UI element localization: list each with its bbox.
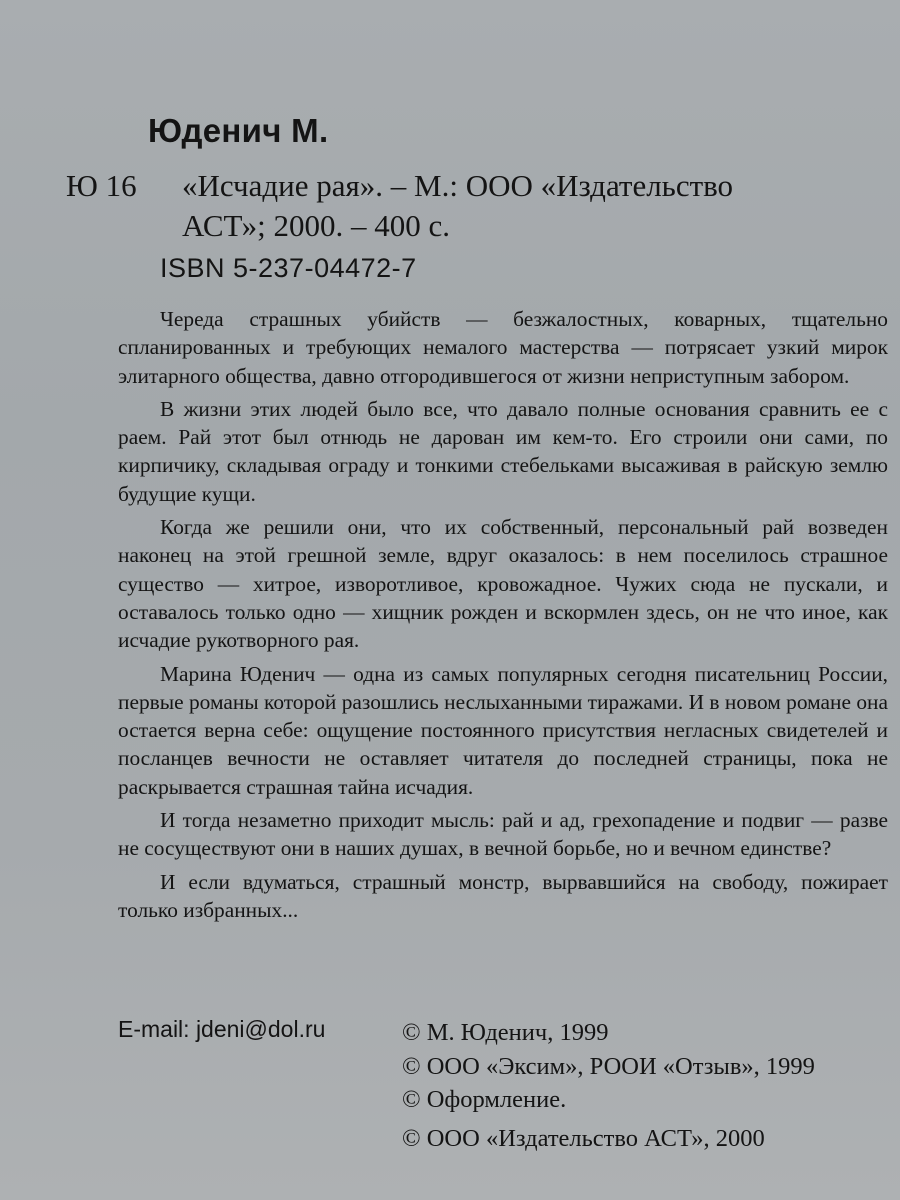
abstract-paragraph: Когда же решили они, что их собственный, персональный рай возведен наконец на этой грешной земле, вдруг оказалось: в нем поселилось страшное существо — хитрое, изворотливое, кровожадное. Чужих сюда не пускали, и оставалось только одно — хищник рожден и вскормлен здесь, он не что иное, как исчадие рукотворного рая. [118, 515, 888, 653]
copyright-line: © Оформление. [402, 1086, 567, 1113]
abstract-paragraph: Череда страшных убийств — безжалостных, коварных, тщательно спланированных и требующих немалого мастерства — потрясает узкий мирок элитарного общества, давно отгородившегося от жизни неприступным забором. [118, 307, 888, 388]
email-address: E-mail: jdeni@dol.ru [118, 1016, 326, 1042]
author-name: Юденич М. [148, 112, 329, 149]
copyright-line: © ООО «Эксим», РООИ «Отзыв», 1999 [402, 1052, 815, 1080]
abstract-paragraph: И тогда незаметно приходит мысль: рай и ад, грехопадение и подвиг — разве не сосуществуют они в наших душах, в вечной борьбе, но и вечном единстве? [118, 808, 888, 861]
abstract-paragraph: И если вдуматься, страшный монстр, вырвавшийся на свободу, пожирает только избранных... [118, 869, 888, 922]
copyright-line: © М. Юденич, 1999 [402, 1019, 609, 1046]
abstract-paragraph: В жизни этих людей было все, что давало полные основания сравнить ее с раем. Рай этот был отнюдь не дарован им кем-то. Его строили они сами, по кирпичику, складывая ограду и тонкими стебельками высаживая в райскую землю будущие кущи. [118, 396, 888, 506]
copyright-line: © ООО «Издательство АСТ», 2000 [402, 1124, 765, 1152]
library-code: Ю 16 [66, 168, 137, 203]
abstract-paragraph: Марина Юденич — одна из самых популярных сегодня писательниц России, первые романы которой разошлись неслыханными тиражами. И в новом романе она остается верна себе: ощущение постоянного присутствия негласных свидетелей и посланцев вечности не оставляет читателя до последней страницы, пока не раскрывается страшная тайна исчадия. [118, 661, 888, 799]
abstract [118, 305, 888, 929]
bibliographic-line-1: «Исчадие рая». – М.: ООО «Издательство [182, 168, 734, 203]
bibliographic-line-2: АСТ»; 2000. – 400 с. [182, 208, 451, 243]
isbn: ISBN 5-237-04472-7 [160, 253, 417, 283]
copyright-block [402, 1016, 815, 1155]
